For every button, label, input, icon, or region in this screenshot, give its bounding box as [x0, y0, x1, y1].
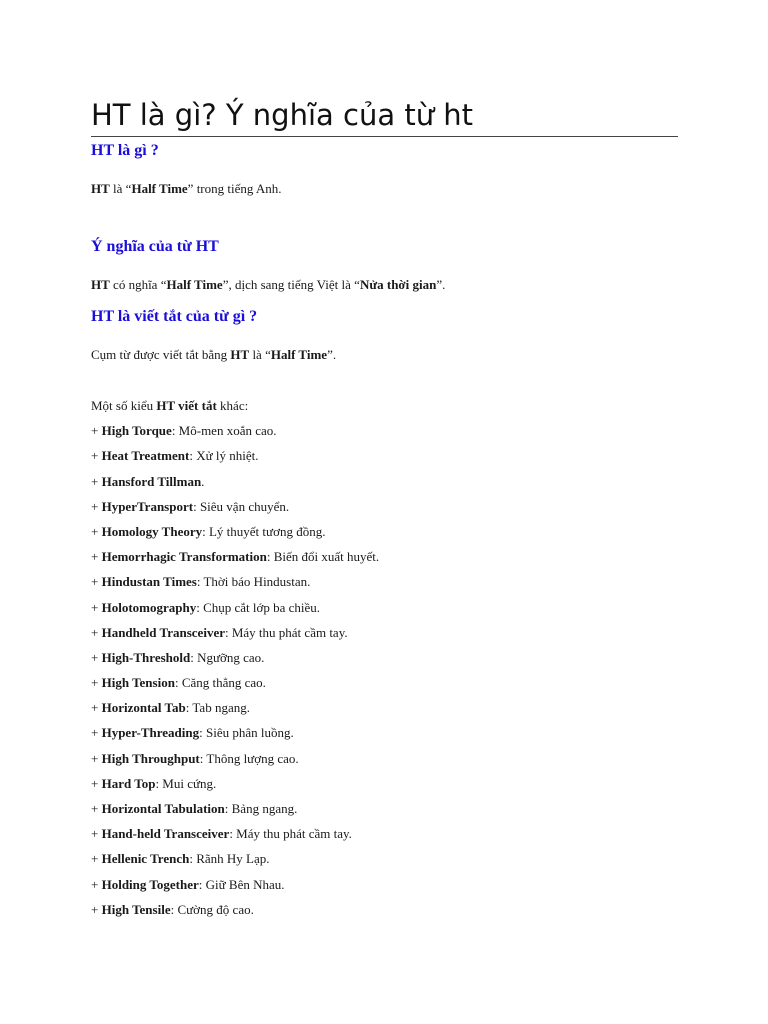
abbreviation-term: Hellenic Trench: [101, 851, 190, 867]
abbreviation-meaning: : Lý thuyết tương đồng.: [202, 523, 326, 539]
abbreviation-term: Holotomography: [101, 599, 197, 615]
list-item: [91, 699, 678, 724]
bullet: +: [91, 448, 102, 464]
abbreviation-term: Heat Treatment: [101, 448, 190, 464]
abbreviation-term: High Tension: [101, 675, 175, 691]
meaning-paragraph: [91, 276, 678, 293]
abbreviation-meaning: : Cường độ cao.: [170, 901, 254, 917]
list-item: [91, 523, 678, 548]
abbreviation-meaning: : Máy thu phát cầm tay.: [224, 624, 348, 640]
page-title: HT là gì? Ý nghĩa của từ ht: [91, 96, 678, 137]
text-fragment: là “: [249, 347, 271, 362]
abbreviation-meaning: .: [201, 473, 205, 489]
abbreviation-term: High Torque: [101, 423, 172, 439]
bullet: +: [91, 523, 102, 539]
text-fragment: là “: [109, 181, 132, 196]
abbreviation-term: Handheld Transceiver: [101, 624, 225, 640]
bullet: +: [91, 473, 102, 489]
abbreviation-meaning: : Ngưỡng cao.: [190, 649, 265, 665]
bullet: +: [91, 851, 102, 867]
bullet: +: [91, 549, 102, 565]
term-half-time: Half Time: [131, 181, 188, 196]
list-item: [91, 573, 678, 598]
term-translation: Nửa thời gian: [359, 277, 437, 292]
list-item: [91, 649, 678, 674]
abbreviation-meaning: : Máy thu phát cầm tay.: [229, 826, 352, 842]
bullet: +: [91, 775, 102, 791]
term-ht: HT: [230, 347, 250, 362]
abbreviation-term: Homology Theory: [101, 523, 203, 539]
text-fragment: ”.: [327, 347, 337, 362]
abbreviation-meaning: : Thời báo Hindustan.: [196, 574, 311, 590]
abbreviation-term: Horizontal Tab: [101, 700, 186, 716]
list-item: [91, 624, 678, 649]
list-item: [91, 473, 678, 498]
abbreviation-term: Hindustan Times: [101, 574, 197, 590]
list-item: [91, 825, 678, 850]
list-item: [91, 901, 678, 926]
abbreviation-meaning: : Mui cứng.: [155, 775, 217, 791]
abbreviation-term: HyperTransport: [101, 498, 194, 514]
bullet: +: [91, 574, 102, 590]
text-fragment: Một số kiểu: [91, 398, 157, 413]
bullet: +: [91, 675, 102, 691]
definition-paragraph: [91, 180, 678, 197]
text-fragment: ”, dịch sang tiếng Việt là “: [222, 277, 360, 292]
bullet: +: [91, 725, 102, 741]
abbreviation-term: Holding Together: [101, 876, 199, 892]
document-page: [91, 96, 678, 926]
bullet: +: [91, 498, 102, 514]
abbreviation-meaning: : Thông lượng cao.: [199, 750, 299, 766]
abbreviation-term: High Throughput: [101, 750, 200, 766]
abbreviation-term: Hand-held Transceiver: [101, 826, 230, 842]
abbreviation-term: Hyper-Threading: [101, 725, 200, 741]
abbreviation-meaning: : Chụp cắt lớp ba chiều.: [196, 599, 321, 615]
list-item: [91, 850, 678, 875]
list-item: [91, 599, 678, 624]
abbreviation-meaning: : Siêu vận chuyển.: [193, 498, 290, 514]
list-item: [91, 800, 678, 825]
text-fragment: ”.: [436, 277, 446, 292]
term-half-time: Half Time: [166, 277, 223, 292]
bullet: +: [91, 599, 102, 615]
abbreviation-term: Horizontal Tabulation: [101, 801, 225, 816]
list-item: [91, 750, 678, 775]
bullet: +: [91, 700, 102, 716]
abbreviation-term: Hard Top: [101, 775, 156, 791]
bullet: +: [91, 750, 102, 766]
abbreviation-meaning: : Căng thẳng cao.: [174, 675, 266, 691]
bullet: +: [91, 624, 102, 640]
bullet: +: [91, 649, 102, 665]
list-item: [91, 422, 678, 447]
bullet: +: [91, 876, 102, 892]
abbreviation-list: [91, 422, 678, 926]
text-fragment: khác:: [216, 398, 249, 413]
list-intro: [91, 397, 678, 422]
term-ht: HT: [91, 181, 110, 196]
abbreviation-meaning: : Bảng ngang.: [224, 801, 298, 816]
abbreviation-meaning: : Rãnh Hy Lạp.: [189, 851, 270, 867]
list-item: [91, 548, 678, 573]
abbreviation-meaning: : Mô-men xoắn cao.: [171, 423, 277, 439]
abbreviation-meaning: : Xử lý nhiệt.: [189, 448, 259, 464]
bullet: +: [91, 801, 102, 816]
abbreviation-term: Hansford Tillman: [101, 473, 202, 489]
abbreviation-meaning: : Siêu phân luồng.: [199, 725, 294, 741]
list-item: [91, 498, 678, 523]
abbreviation-term: Hemorrhagic Transformation: [101, 549, 267, 565]
section-heading-abbreviation: HT là viết tắt của từ gì ?: [91, 308, 258, 325]
list-item: [91, 447, 678, 472]
text-fragment: ” trong tiếng Anh.: [187, 181, 282, 196]
abbreviation-term: High Tensile: [101, 901, 171, 917]
term-half-time: Half Time: [270, 347, 328, 362]
bullet: +: [91, 423, 102, 439]
list-item: [91, 674, 678, 699]
abbreviation-meaning: : Giữ Bên Nhau.: [198, 876, 285, 892]
text-fragment: có nghĩa “: [109, 277, 167, 292]
abbreviation-term: High-Threshold: [101, 649, 191, 665]
list-item: [91, 775, 678, 800]
abbreviation-paragraph: [91, 346, 678, 363]
term-ht: HT: [91, 277, 110, 292]
list-item: [91, 724, 678, 749]
list-item: [91, 876, 678, 901]
text-fragment: Cụm từ được viết tắt bằng: [91, 347, 231, 362]
abbreviation-meaning: : Biến đổi xuất huyết.: [266, 549, 380, 565]
bullet: +: [91, 901, 102, 917]
abbreviation-meaning: : Tab ngang.: [185, 700, 250, 716]
term-ht-abbrev: HT viết tắt: [156, 398, 217, 413]
section-heading-what-is: HT là gì ?: [91, 142, 159, 159]
section-heading-meaning: Ý nghĩa của từ HT: [91, 238, 219, 255]
bullet: +: [91, 826, 102, 842]
